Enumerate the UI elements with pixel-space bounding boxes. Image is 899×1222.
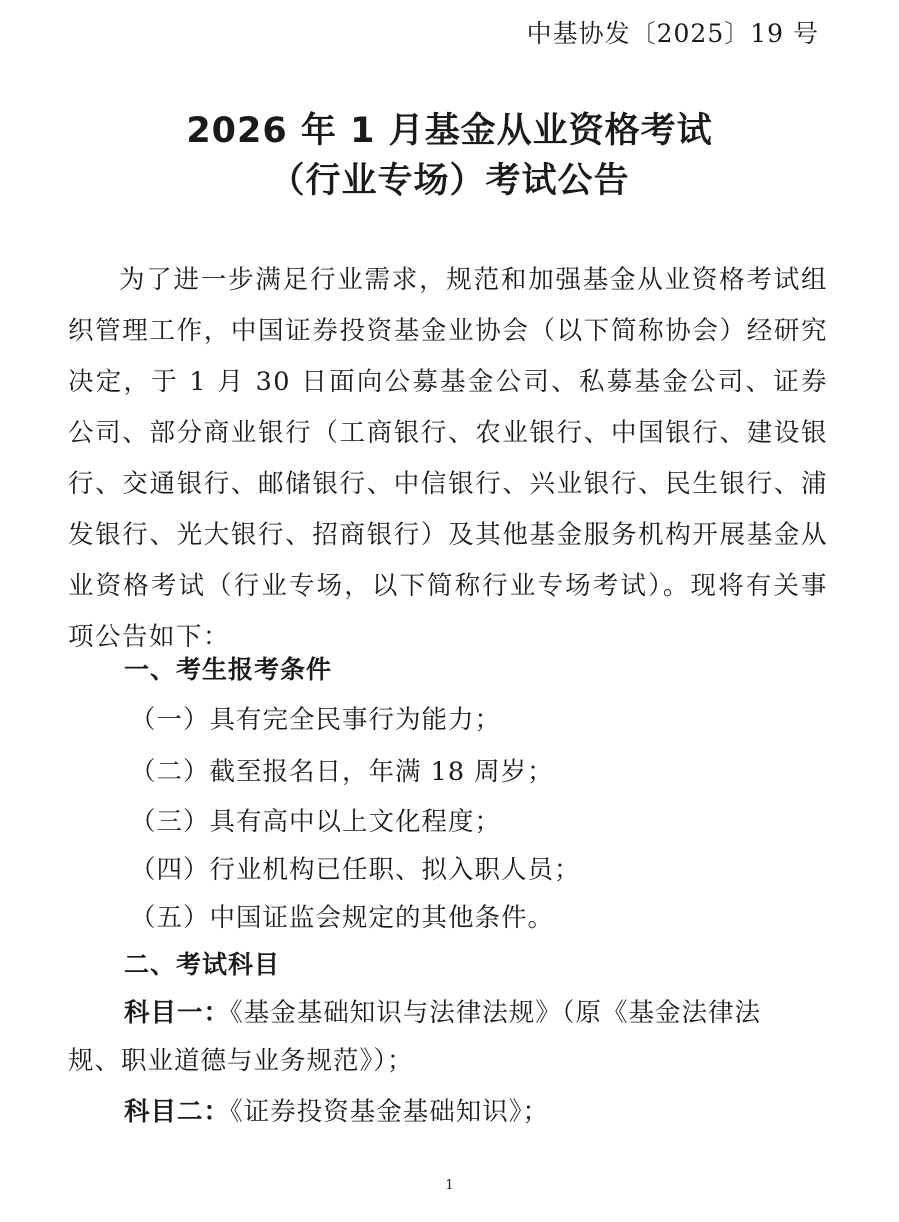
document-title-line-2: （行业专场）考试公告	[269, 161, 630, 201]
condition-item: （三）具有高中以上文化程度；	[130, 807, 502, 837]
subject-2-label: 科目二：	[124, 1097, 231, 1127]
subject-1-line-1	[124, 993, 761, 1029]
document-number: 中基协发〔2025〕19 号	[526, 19, 819, 48]
section-1-heading: 一、考生报考条件	[124, 655, 333, 684]
subject-2-line	[124, 1092, 549, 1128]
document-title-line-1: 2026 年 1 月基金从业资格考试	[186, 111, 713, 151]
subject-1-title: 《基金基础知识与法律法规》（原《基金法律法	[230, 998, 762, 1028]
page-number: 1	[445, 1178, 454, 1193]
intro-paragraph: 为了进一步满足行业需求，规范和加强基金从业资格考试组织管理工作，中国证券投资基金业协会（以下简称协会）经研究决定，于 1 月 30 日面向公募基金公司、私募基金公司、证券公司、部分商业银行（工商银行、农业银行、中国银行、建设银行、交通银行、邮储银行、中信银行、兴业银行、民生银行、浦发银行、光大银行、招商银行）及其他基金服务机构开展基金从业资格考试（行业专场，以下简称行业专场考试）。现将有关事项公告如下：	[68, 265, 828, 652]
subject-1-label: 科目一：	[124, 998, 231, 1028]
condition-item: （五）中国证监会规定的其他条件。	[130, 903, 555, 933]
condition-item: （一）具有完全民事行为能力；	[130, 705, 502, 735]
condition-item: （二）截至报名日，年满 18 周岁；	[130, 757, 554, 787]
section-2-heading: 二、考试科目	[124, 950, 281, 979]
condition-item: （四）行业机构已任职、拟入职人员；	[130, 855, 581, 885]
subject-1-line-2: 规、职业道德与业务规范》）；	[68, 1046, 414, 1076]
subject-2-title: 《证券投资基金基础知识》；	[230, 1097, 550, 1127]
